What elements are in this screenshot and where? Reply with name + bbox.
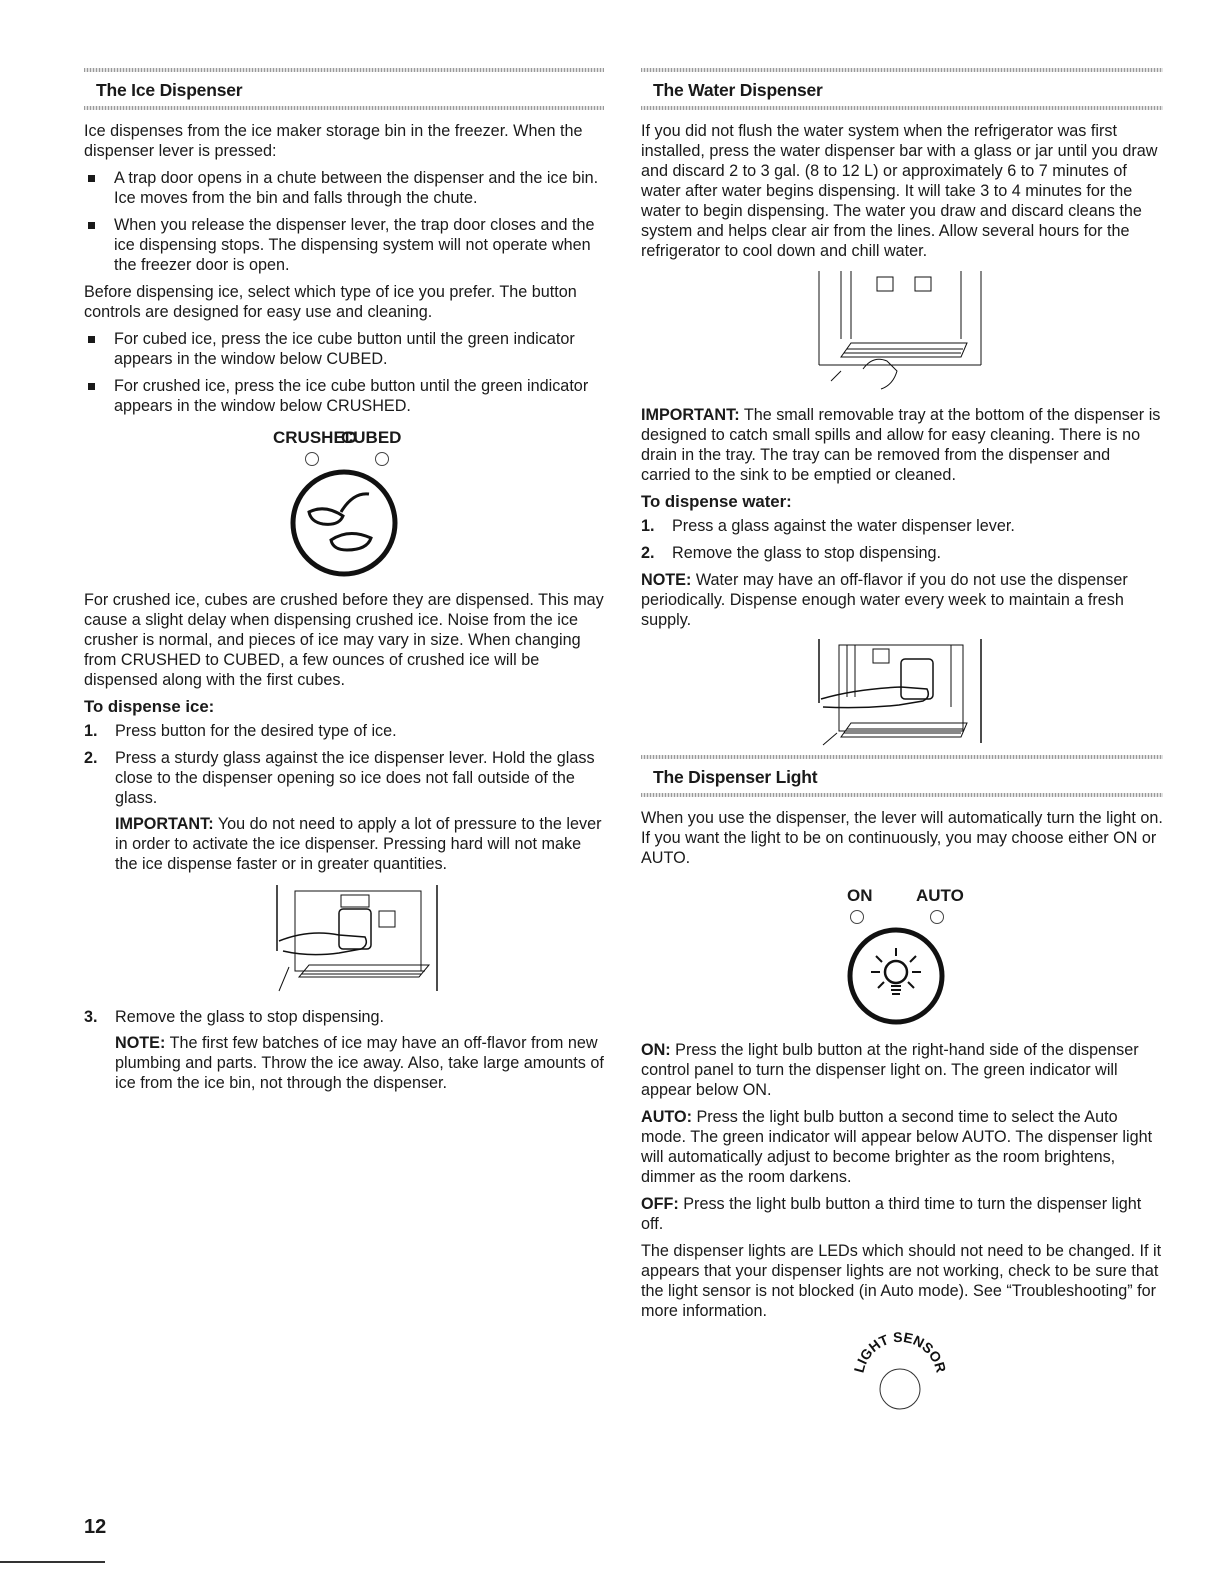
- on-label: ON: [847, 886, 873, 905]
- paragraph: Before dispensing ice, select which type of ice you prefer. The button controls are designed for easy use and cleaning.: [84, 283, 577, 321]
- water-dispensing-illustration: [811, 637, 991, 749]
- crushed-indicator: [305, 452, 319, 466]
- light-control-panel: [641, 886, 1163, 926]
- note-text: Water may have an off-flavor if you do not use the dispenser periodically. Dispense enough water every week to maintain a fresh supply.: [641, 571, 1128, 629]
- important-text: You do not need to apply a lot of pressure to the lever in order to activate the ice dispenser. Pressing hard will not make the ice dispense faster or in greater quantities.: [115, 815, 602, 873]
- bullet-item: A trap door opens in a chute between the dispenser and the ice bin. Ice moves from the bin and falls through the chute.: [84, 168, 604, 208]
- note: [641, 570, 1163, 630]
- on-text: Press the light bulb button at the right-hand side of the dispenser control panel to turn the dispenser light on. The green indicator will appear below ON.: [641, 1041, 1139, 1099]
- auto-label-bold: AUTO:: [641, 1108, 692, 1126]
- crushed-label: CRUSHED: [273, 428, 358, 447]
- ice-control-panel: [84, 428, 604, 468]
- section-title: The Dispenser Light: [653, 767, 818, 787]
- light-sensor-icon: [845, 1329, 955, 1413]
- cubed-indicator: [375, 452, 389, 466]
- step-text: Remove the glass to stop dispensing.: [115, 1008, 385, 1026]
- on-label-bold: ON:: [641, 1041, 671, 1059]
- section-title: The Ice Dispenser: [96, 80, 243, 100]
- section-header: [84, 68, 604, 110]
- paragraph: If you did not flush the water system when the refrigerator was first installed, press the water dispenser bar with a glass or jar until you draw and discard 2 to 3 gal. (8 to 12 L) or approximately 6 to 7 minutes of water after water begins dispensing. It will take 3 to 4 minutes for the water to begin dispensing. The water you draw and discard cleans the system and helps clear air from the lines. Allow several hours for the refrigerator to cool down and chill water.: [641, 122, 1158, 260]
- important-label: IMPORTANT:: [115, 815, 214, 833]
- important-text: The small removable tray at the bottom of the dispenser is designed to catch small spills and allow for easy cleaning. There is no drain in the tray. The tray can be removed from the dispenser and carried to the sink to be emptied or cleaned.: [641, 406, 1161, 484]
- section-title: The Water Dispenser: [653, 80, 823, 100]
- step-number: 2.: [641, 544, 655, 562]
- page-number: 12: [84, 1516, 107, 1538]
- step-item: [84, 748, 604, 874]
- paragraph: The dispenser lights are LEDs which should not need to be changed. If it appears that your dispenser lights are not working, check to be sure that the light sensor is not blocked (in Auto mode). See “Troubleshooting” for more information.: [641, 1242, 1162, 1320]
- step-text: Press a sturdy glass against the ice dispenser lever. Hold the glass close to the dispenser opening so ice does not fall outside of the glass.: [115, 749, 595, 807]
- ice-dispenser-section: [84, 68, 604, 1100]
- bullet-item: For crushed ice, press the ice cube button until the green indicator appears in the window below CRUSHED.: [84, 376, 604, 416]
- light-bulb-icon: [831, 926, 961, 1026]
- step-text: Remove the glass to stop dispensing.: [672, 544, 942, 562]
- bottom-rule: [0, 1561, 105, 1563]
- note-label: NOTE:: [641, 571, 692, 589]
- light-sensor-label: LIGHT SENSOR: [850, 1329, 950, 1375]
- section-header: [641, 68, 1163, 110]
- note-label: NOTE:: [115, 1034, 166, 1052]
- off-label-bold: OFF:: [641, 1195, 679, 1213]
- step-number: 1.: [641, 517, 655, 535]
- paragraph: When you use the dispenser, the lever will automatically turn the light on. If you want the light to be on continuously, you may choose either ON or AUTO.: [641, 809, 1163, 867]
- auto-text: Press the light bulb button a second time to select the Auto mode. The green indicator will appear below AUTO. The dispenser light will automatically adjust to become brighter as the room brightens, dimmer as the room darkens.: [641, 1108, 1153, 1186]
- bullet-item: For cubed ice, press the ice cube button until the green indicator appears in the window below CUBED.: [84, 329, 604, 369]
- paragraph: For crushed ice, cubes are crushed before they are dispensed. This may cause a slight delay when dispensing crushed ice. Noise from the ice crusher is normal, and pieces of ice may vary in size. When changing from CRUSHED to CUBED, a few ounces of crushed ice will be dispensed along with the first cubes.: [84, 591, 604, 689]
- on-indicator: [850, 910, 864, 924]
- auto-label: AUTO: [916, 886, 964, 905]
- step-text: Press button for the desired type of ice.: [115, 722, 397, 740]
- step-number: 2.: [84, 749, 98, 767]
- important-label: IMPORTANT:: [641, 406, 740, 424]
- note-text: The first few batches of ice may have an off-flavor from new plumbing and parts. Throw the ice away. Also, take large amounts of ice from the ice bin, not through the dispenser.: [115, 1034, 604, 1092]
- on-description: [641, 1040, 1163, 1100]
- auto-indicator: [930, 910, 944, 924]
- bullet-item: When you release the dispenser lever, the trap door closes and the ice dispensing stops. The dispensing system will not operate when the freezer door is open.: [84, 215, 604, 275]
- water-tray-illustration: [811, 269, 991, 399]
- off-description: [641, 1194, 1163, 1234]
- section-header: [641, 755, 1163, 797]
- step-number: 1.: [84, 722, 98, 740]
- step-item: [641, 516, 1163, 536]
- step-item: [84, 1007, 604, 1093]
- note: [115, 1033, 604, 1093]
- auto-description: [641, 1107, 1163, 1187]
- right-column: [641, 68, 1163, 1413]
- step-item: [641, 543, 1163, 563]
- important-note: [115, 814, 604, 874]
- paragraph: Ice dispenses from the ice maker storage bin in the freezer. When the dispenser lever is pressed:: [84, 122, 583, 160]
- ice-crush-icon: [279, 468, 409, 578]
- step-item: [84, 721, 604, 741]
- cubed-label: CUBED: [341, 428, 402, 447]
- important-note: [641, 405, 1163, 485]
- step-number: 3.: [84, 1008, 98, 1026]
- subheading: To dispense ice:: [84, 697, 215, 716]
- ice-dispensing-illustration: [269, 881, 459, 1001]
- subheading: To dispense water:: [641, 492, 792, 511]
- off-text: Press the light bulb button a third time to turn the dispenser light off.: [641, 1195, 1142, 1233]
- step-text: Press a glass against the water dispenser lever.: [672, 517, 1015, 535]
